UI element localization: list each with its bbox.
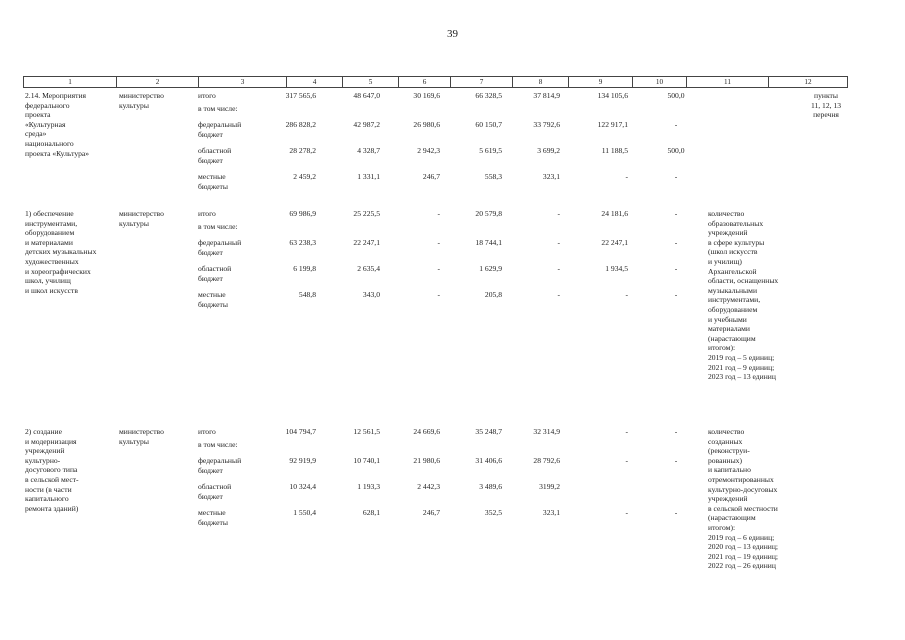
- amount-cell: 558,3: [484, 172, 502, 181]
- amount-cell: 2 635,4: [357, 264, 380, 273]
- funding-source: областной бюджет: [198, 146, 232, 165]
- header-col-12: 12: [768, 77, 847, 87]
- amount-cell: 35 248,7: [475, 427, 502, 436]
- funding-source: местные бюджеты: [198, 290, 228, 309]
- header-col-2: 2: [116, 77, 198, 87]
- page-number: 39: [447, 28, 458, 40]
- amount-cell: -: [437, 209, 440, 218]
- row-result: количество образовательных учреждений в сфере культуры (школ искусств и училищ) Архангельской области, оснащенных музыкальными инструментами, оборудованием и учебными материалами (нарастающим итогом): 2019 год – 5 единиц; 2021 год – 9 единиц; 2023 год – 13 единиц: [708, 209, 779, 382]
- amount-cell: 500,0: [667, 146, 685, 155]
- funding-source: федеральный бюджет: [198, 120, 242, 139]
- amount-cell: 548,8: [298, 290, 316, 299]
- amount-cell: 286 828,2: [285, 120, 316, 129]
- amount-cell: 104 794,7: [285, 427, 316, 436]
- amount-cell: -: [674, 264, 678, 273]
- amount-cell: -: [557, 264, 560, 273]
- funding-source: федеральный бюджет: [198, 456, 242, 475]
- funding-source: в том числе:: [198, 440, 238, 449]
- amount-cell: -: [674, 238, 678, 247]
- amount-cell: 628,1: [362, 508, 380, 517]
- amount-cell: 22 247,1: [353, 238, 380, 247]
- amount-cell: 122 917,1: [597, 120, 628, 129]
- amount-cell: 28 792,6: [533, 456, 560, 465]
- amount-cell: 323,1: [542, 508, 560, 517]
- amount-cell: -: [674, 209, 678, 218]
- amount-cell: 32 314,9: [533, 427, 560, 436]
- header-col-7: 7: [450, 77, 512, 87]
- amount-cell: 500,0: [667, 91, 685, 100]
- funding-source: местные бюджеты: [198, 508, 228, 527]
- amount-cell: 246,7: [422, 172, 440, 181]
- amount-cell: 134 105,6: [597, 91, 628, 100]
- header-col-3: 3: [198, 77, 286, 87]
- header-col-10: 10: [632, 77, 686, 87]
- amount-cell: 48 647,0: [353, 91, 380, 100]
- amount-cell: -: [674, 456, 678, 465]
- header-col-4: 4: [286, 77, 342, 87]
- header-col-5: 5: [342, 77, 398, 87]
- amount-cell: 3 489,6: [479, 482, 502, 491]
- amount-cell: 42 987,2: [353, 120, 380, 129]
- amount-cell: -: [437, 290, 440, 299]
- amount-cell: 2 942,3: [417, 146, 440, 155]
- amount-cell: 1 550,4: [293, 508, 316, 517]
- funding-source: в том числе:: [198, 222, 238, 231]
- amount-cell: 21 980,6: [413, 456, 440, 465]
- header-col-1: 1: [68, 78, 72, 86]
- amount-cell: 63 238,3: [289, 238, 316, 247]
- amount-cell: -: [674, 120, 678, 129]
- amount-cell: 92 919,9: [289, 456, 316, 465]
- amount-cell: -: [557, 209, 560, 218]
- header-col-11: 11: [686, 77, 768, 87]
- amount-cell: 3 699,2: [537, 146, 560, 155]
- amount-cell: 25 225,5: [353, 209, 380, 218]
- amount-cell: -: [557, 290, 560, 299]
- amount-cell: -: [437, 238, 440, 247]
- amount-cell: -: [625, 508, 628, 517]
- amount-cell: -: [674, 427, 678, 436]
- funding-source: федеральный бюджет: [198, 238, 242, 257]
- funding-source: итого: [198, 427, 216, 436]
- amount-cell: 246,7: [422, 508, 440, 517]
- amount-cell: 2 442,3: [417, 482, 440, 491]
- funding-source: в том числе:: [198, 104, 238, 113]
- amount-cell: -: [674, 508, 678, 517]
- amount-cell: 10 740,1: [353, 456, 380, 465]
- funding-source: областной бюджет: [198, 482, 232, 501]
- row-title: 2.14. Мероприятия федерального проекта «Культурная среда» национального проекта «Культура»: [25, 91, 90, 158]
- amount-cell: 205,8: [484, 290, 502, 299]
- amount-cell: -: [625, 290, 628, 299]
- amount-cell: 4 328,7: [357, 146, 380, 155]
- amount-cell: 24 181,6: [601, 209, 628, 218]
- amount-cell: 31 406,6: [475, 456, 502, 465]
- amount-cell: 66 328,5: [475, 91, 502, 100]
- amount-cell: 12 561,5: [353, 427, 380, 436]
- amount-cell: 5 619,5: [479, 146, 502, 155]
- amount-cell: 343,0: [362, 290, 380, 299]
- amount-cell: -: [674, 290, 678, 299]
- row-reference: пункты 11, 12, 13 перечня: [810, 91, 842, 120]
- amount-cell: 3199,2: [539, 482, 560, 491]
- amount-cell: 18 744,1: [475, 238, 502, 247]
- amount-cell: 1 934,5: [605, 264, 628, 273]
- amount-cell: 22 247,1: [601, 238, 628, 247]
- amount-cell: 30 169,6: [413, 91, 440, 100]
- row-executor: министерство культуры: [119, 427, 164, 446]
- amount-cell: -: [625, 427, 628, 436]
- amount-cell: 11 188,5: [601, 146, 628, 155]
- amount-cell: -: [674, 172, 678, 181]
- amount-cell: 1 193,3: [357, 482, 380, 491]
- amount-cell: 24 669,6: [413, 427, 440, 436]
- amount-cell: 2 459,2: [293, 172, 316, 181]
- header-col-8: 8: [512, 77, 568, 87]
- funding-source: местные бюджеты: [198, 172, 228, 191]
- amount-cell: 33 792,6: [533, 120, 560, 129]
- amount-cell: 323,1: [542, 172, 560, 181]
- amount-cell: 69 986,9: [289, 209, 316, 218]
- funding-source: областной бюджет: [198, 264, 232, 283]
- amount-cell: -: [437, 264, 440, 273]
- amount-cell: 60 150,7: [475, 120, 502, 129]
- amount-cell: -: [557, 238, 560, 247]
- amount-cell: -: [625, 456, 628, 465]
- amount-cell: -: [625, 172, 628, 181]
- table-header-row: [23, 76, 848, 88]
- amount-cell: 352,5: [484, 508, 502, 517]
- amount-cell: 317 565,6: [285, 91, 316, 100]
- funding-source: итого: [198, 91, 216, 100]
- row-executor: министерство культуры: [119, 209, 164, 228]
- row-title: 2) создание и модернизация учреждений культурно- досугового типа в сельской мест- ности (в части капитального ремонта зданий): [25, 427, 79, 513]
- row-title: 1) обеспечение инструментами, оборудованием и материалами детских музыкальных художественных и хореографических школ, училищ и школ искусств: [25, 209, 97, 295]
- amount-cell: 1 331,1: [357, 172, 380, 181]
- amount-cell: 26 980,6: [413, 120, 440, 129]
- amount-cell: 6 199,8: [293, 264, 316, 273]
- row-executor: министерство культуры: [119, 91, 164, 110]
- amount-cell: 20 579,8: [475, 209, 502, 218]
- amount-cell: 28 278,2: [289, 146, 316, 155]
- header-col-9: 9: [568, 77, 632, 87]
- amount-cell: 10 324,4: [289, 482, 316, 491]
- header-col-6: 6: [398, 77, 450, 87]
- row-result: количество созданных (реконструи- рованных) и капитально отремонтированных культурно-досуговых учреждений в сельской местности (нарастающим итогом): 2019 год – 6 единиц; 2020 год – 13 единиц; 2021 год – 19 единиц; 2022 год – 26 единиц: [708, 427, 779, 571]
- amount-cell: 1 629,9: [479, 264, 502, 273]
- funding-source: итого: [198, 209, 216, 218]
- amount-cell: 37 814,9: [533, 91, 560, 100]
